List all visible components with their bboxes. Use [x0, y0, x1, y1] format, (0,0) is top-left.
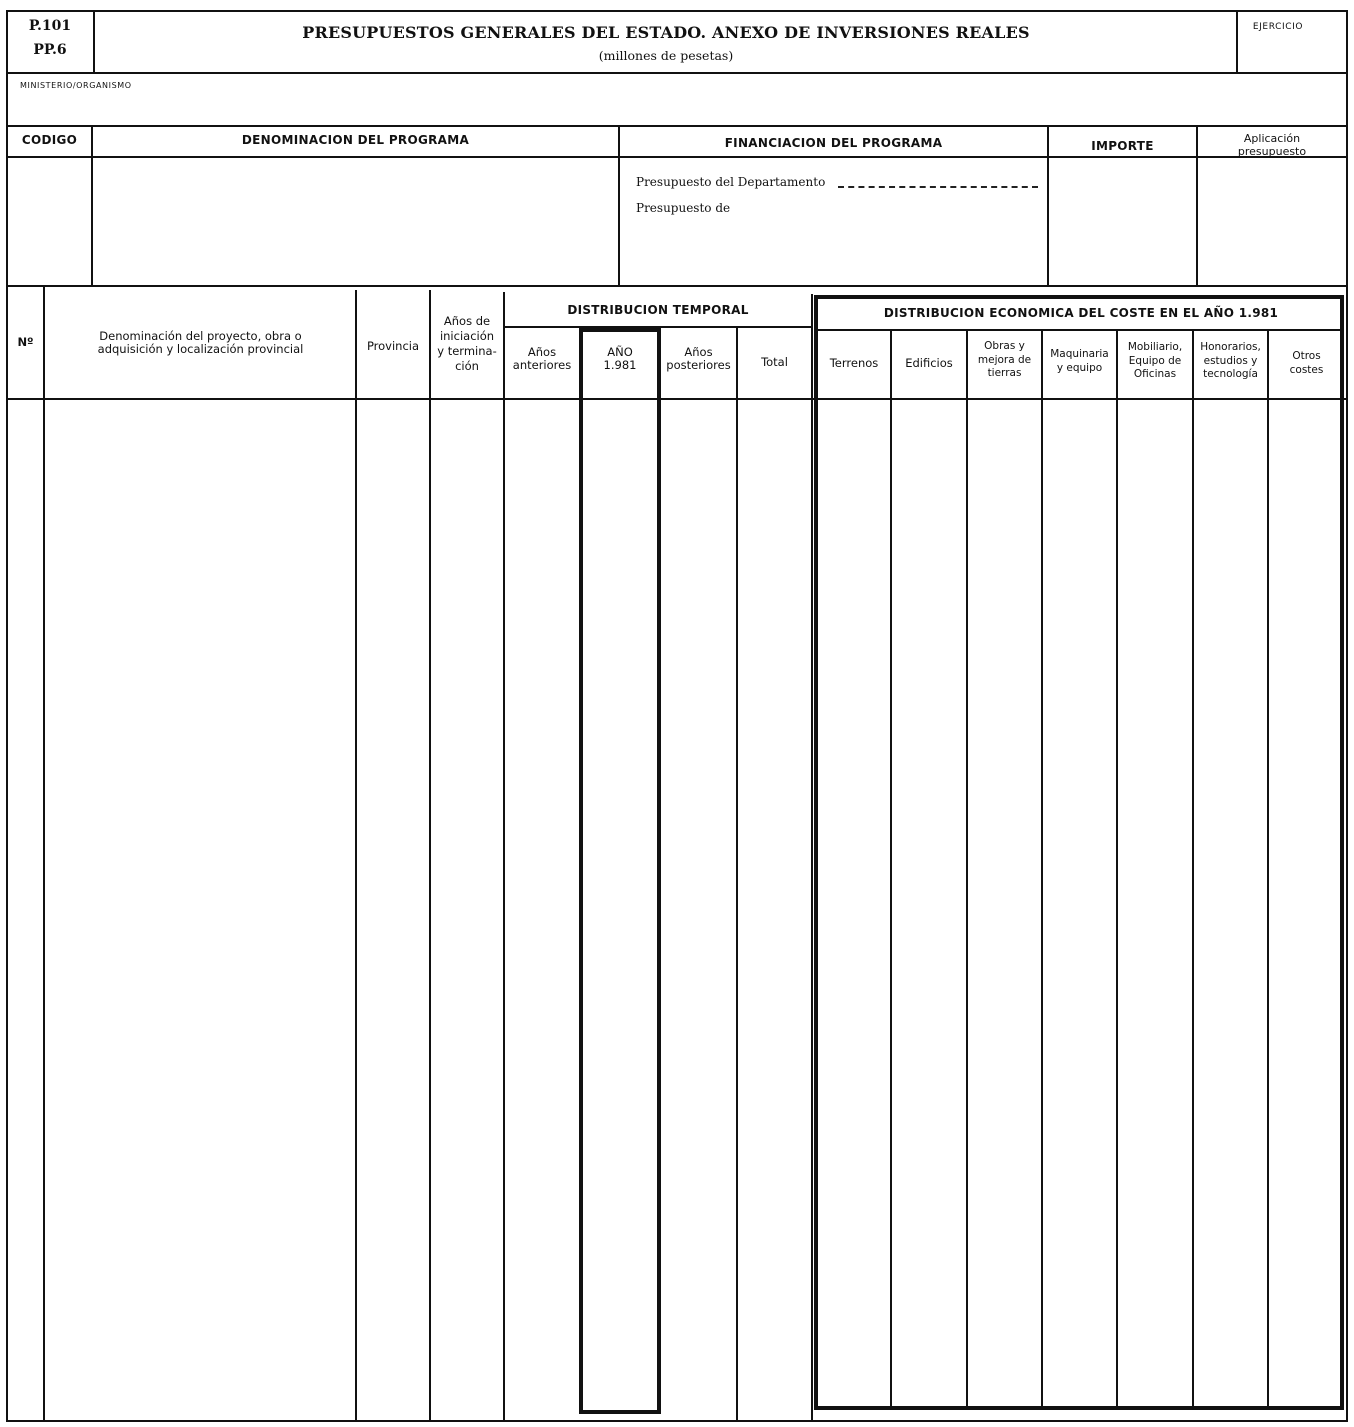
form-code-line2: PP.6: [33, 42, 67, 58]
aplicacion-presupuesto-label: [1198, 133, 1346, 158]
form-code-line1: P.101: [28, 18, 72, 34]
terrenos-label: Terrenos: [829, 356, 879, 370]
honorarios-estudios-label: [1194, 341, 1267, 382]
honorarios-line3: tecnología: [1203, 368, 1258, 381]
obras-mejora-label: [968, 340, 1041, 381]
financiacion-programa-label: FINANCIACION DEL PROGRAMA: [724, 136, 943, 150]
numero-label: Nº: [17, 335, 34, 349]
obras-line1: Obras y: [984, 340, 1025, 352]
maquinaria-equipo-label: [1043, 348, 1116, 375]
presupuesto-departamento-label: Presupuesto del Departamento: [636, 175, 826, 189]
maquinaria-line1: Maquinaria: [1050, 348, 1109, 360]
ano-line2: 1.981: [603, 358, 637, 373]
importe-label: IMPORTE: [1091, 139, 1154, 153]
anos-posteriores-line1: Años: [684, 345, 713, 359]
distribucion-economica-label: DISTRIBUCION ECONOMICA DEL COSTE EN EL AÑO 1.981: [883, 306, 1279, 320]
denominacion-proyecto-label: [46, 330, 355, 356]
anos-anteriores-label: [505, 346, 579, 372]
dotted-fill-line: [838, 186, 1038, 188]
anos-anteriores-line2: anteriores: [512, 358, 572, 373]
mobiliario-line3: Oficinas: [1133, 368, 1177, 381]
denominacion-proyecto-line1: Denominación del proyecto, obra o: [99, 329, 302, 343]
total-label: Total: [761, 355, 788, 369]
ano-1981-label: [583, 346, 657, 372]
ejercicio-label: EJERCICIO: [1252, 22, 1304, 32]
anos-line4: ción: [455, 358, 479, 373]
anos-line3: y termina-: [437, 343, 497, 358]
honorarios-line1: Honorarios,: [1200, 341, 1261, 353]
denominacion-proyecto-line2: adquisición y localización provincial: [97, 342, 304, 357]
denominacion-programa-label: DENOMINACION DEL PROGRAMA: [241, 133, 470, 147]
mobiliario-equipo-label: [1118, 341, 1192, 382]
anos-line2: iniciación: [439, 328, 495, 343]
ano-line1: AÑO: [607, 345, 633, 359]
mobiliario-line2: Equipo de: [1128, 354, 1182, 367]
aplicacion-line1: Aplicación: [1243, 132, 1301, 145]
otros-line2: costes: [1289, 363, 1324, 376]
anos-iniciacion-label: [431, 314, 503, 374]
presupuesto-de-label: Presupuesto de: [636, 201, 731, 215]
codigo-label: CODIGO: [21, 133, 78, 147]
edificios-label: Edificios: [905, 356, 953, 370]
obras-line3: tierras: [987, 367, 1022, 380]
anos-line1: Años de: [443, 314, 491, 328]
obras-line2: mejora de: [977, 353, 1032, 366]
anos-posteriores-label: [661, 346, 736, 372]
anos-posteriores-line2: posteriores: [666, 358, 731, 373]
otros-line1: Otros: [1292, 350, 1321, 362]
provincia-label: Provincia: [366, 339, 420, 353]
distribucion-temporal-label: DISTRIBUCION TEMPORAL: [567, 303, 749, 317]
form-title: PRESUPUESTOS GENERALES DEL ESTADO. ANEXO DE INVERSIONES REALES: [302, 23, 1030, 42]
ministerio-label: MINISTERIO/ORGANISMO: [20, 81, 132, 90]
mobiliario-line1: Mobiliario,: [1127, 341, 1183, 353]
anos-anteriores-line1: Años: [527, 345, 557, 359]
aplicacion-line2: presupuesto: [1237, 144, 1307, 158]
form-subtitle: (millones de pesetas): [598, 48, 734, 63]
maquinaria-line2: y equipo: [1056, 361, 1103, 374]
honorarios-line2: estudios y: [1203, 354, 1258, 367]
otros-costes-label: [1269, 350, 1344, 377]
